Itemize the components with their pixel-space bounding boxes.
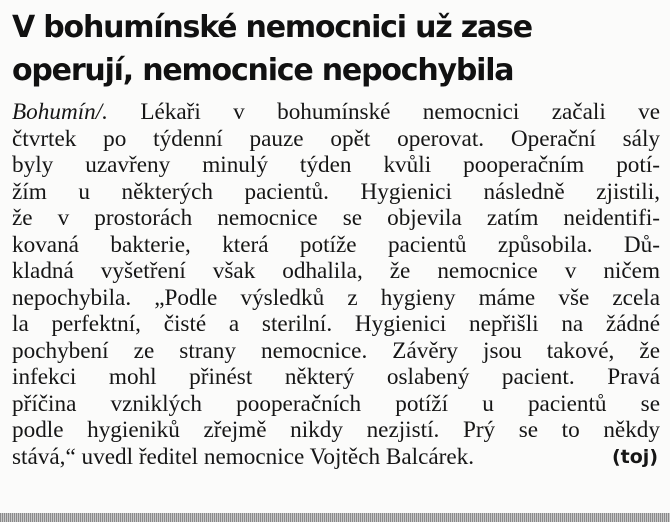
- body-line: byly uzavřeny minulý týden kvůli pooperačním potí-: [12, 152, 660, 178]
- body-line: čtvrtek po týdenní pauze opět operovat. Operační sály: [12, 125, 660, 152]
- first-line-text: Lékaři v bohumínské nemocnici začali ve: [107, 99, 660, 125]
- body-line: infekci mohl přinést některý oslabený pacient. Pravá: [12, 364, 660, 390]
- body-line: nepochybila. „Podle výsledků z hygieny máme vše zcela: [12, 284, 660, 311]
- article-body: [12, 99, 660, 470]
- body-line: žím u některých pacientů. Hygienici následně zjistili,: [12, 178, 660, 205]
- dateline: Bohumín/.: [12, 99, 108, 125]
- body-line: pochybení ze strany nemocnice. Závěry jsou takové, že: [12, 337, 660, 364]
- body-line-last: [12, 444, 660, 471]
- bottom-rule: [0, 513, 670, 522]
- body-line: kladná vyšetření však odhalila, že nemocnice v ničem: [12, 258, 660, 284]
- body-line: podle hygieniků zřejmě nikdy nezjistí. Prý se to někdy: [12, 417, 660, 443]
- body-line: [12, 99, 660, 126]
- closing-sentence: stává,“ uvedl ředitel nemocnice Vojtěch Balcárek.: [12, 443, 475, 470]
- body-line: příčina vzniklých pooperačních potíží u pacientů se: [12, 390, 660, 417]
- body-line: kovaná bakterie, která potíže pacientů způsobila. Dů-: [12, 231, 660, 258]
- headline-line: V bohumínské nemocnici už zase: [12, 10, 532, 45]
- author-signature: (toj): [611, 445, 658, 468]
- headline-line: operují, nemocnice nepochybila: [12, 53, 514, 88]
- body-line: že v prostorách nemocnice se objevila zatím neidentifi-: [12, 205, 660, 231]
- headline: [12, 6, 662, 92]
- body-line: la perfektní, čisté a sterilní. Hygienici nepřišli na žádné: [12, 311, 660, 337]
